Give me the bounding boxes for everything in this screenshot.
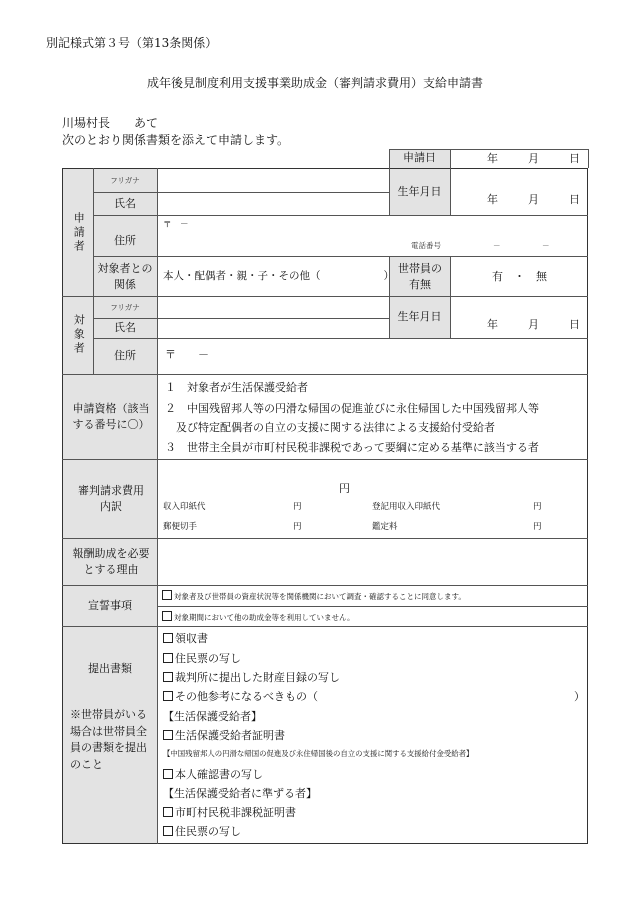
- checkbox-icon: [163, 672, 173, 682]
- subject-name-label: 氏名: [114, 321, 136, 335]
- reason-label: 報酬助成を必要とする理由: [72, 546, 150, 576]
- cost-appraisal-label: 鑑定料: [372, 522, 398, 532]
- pledge-item-text: 対象期間において他の助成金等を利用していません。: [174, 613, 355, 622]
- cost-postage-label: 郵便切手: [163, 522, 198, 532]
- applicant-relation-label: 対象者との関係: [97, 261, 153, 291]
- date-label: 申請日: [403, 151, 436, 165]
- pledge-item[interactable]: [162, 590, 466, 601]
- applicant-birth-label: 生年月日: [397, 184, 442, 198]
- document-item-text: 領収書: [175, 632, 208, 645]
- pledge-item-text: 対象者及び世帯員の資産状況等を関係機関において調査・確認することに同意します。: [174, 592, 466, 601]
- applicant-phone-label: 電話番号: [411, 241, 441, 250]
- qualification-item[interactable]: ２ 中国残留邦人等の円滑な帰国の促進並びに永住帰国した中国残留邦人等: [165, 402, 539, 415]
- checkbox-icon: [162, 590, 172, 600]
- applicant-birth-year-unit: 年: [487, 193, 498, 206]
- document-header-china: 【中国残留邦人の円滑な帰国の促進及び永住帰国後の自立の支援に関する支援給付金受給者】: [163, 749, 474, 758]
- qualification-item: 及び特定配偶者の自立の支援に関する法律による支援給付受給者: [165, 421, 495, 434]
- applicant-household-value[interactable]: 有 ・ 無: [492, 270, 547, 283]
- qualification-label: 申請資格（該当する番号に〇）: [72, 401, 150, 431]
- cost-stamp-unit: 円: [293, 502, 302, 512]
- subject-birth-month-unit: 月: [528, 318, 539, 331]
- applicant-address-label: 住所: [114, 233, 136, 247]
- applicant-phone-dash-2: －: [542, 241, 550, 250]
- cost-registration-label: 登記用収入印紙代: [372, 502, 441, 512]
- subject-section-label: 対象者: [72, 314, 86, 356]
- document-item-welfare-cert[interactable]: [163, 729, 285, 742]
- subject-address-label: 住所: [114, 348, 136, 362]
- intro-text: 次のとおり関係書類を添えて申請します。: [62, 133, 290, 147]
- document-item-text: 住民票の写し: [175, 825, 241, 838]
- date-month-unit: 月: [528, 152, 539, 165]
- applicant-name-label: 氏名: [114, 196, 136, 210]
- checkbox-icon: [163, 691, 173, 701]
- checkbox-icon: [163, 730, 173, 740]
- applicant-relation-options[interactable]: 本人・配偶者・親・子・その他（ ）: [163, 270, 394, 282]
- checkbox-icon: [163, 653, 173, 663]
- qualification-item[interactable]: ３ 世帯主全員が市町村民税非課税であって要綱に定める基準に該当する者: [165, 441, 539, 454]
- checkbox-icon: [163, 826, 173, 836]
- document-item-text: 市町村民税非課税証明書: [175, 806, 296, 819]
- document-item-tax-cert[interactable]: [163, 806, 296, 819]
- date-year-unit: 年: [487, 152, 498, 165]
- applicant-birth-month-unit: 月: [528, 193, 539, 206]
- applicant-phone-dash-1: －: [493, 241, 501, 250]
- cost-label: 審判請求費用内訳: [78, 483, 144, 513]
- applicant-birth-day-unit: 日: [569, 193, 580, 206]
- applicant-household-label: 世帯員の有無: [398, 261, 442, 291]
- applicant-section-label: 申請者: [72, 211, 86, 254]
- document-item-text: 生活保護受給者証明書: [175, 729, 285, 742]
- documents-label: 提出書類: [88, 661, 132, 675]
- checkbox-icon: [162, 611, 172, 621]
- document-item-resident-2[interactable]: [163, 825, 241, 838]
- form-number: 別記様式第３号（第13条関係）: [46, 36, 218, 50]
- addressee: 川場村長 あて: [62, 116, 159, 130]
- subject-birth-label: 生年月日: [397, 309, 442, 323]
- document-item-text: 裁判所に提出した財産目録の写し: [175, 671, 340, 684]
- cost-total-unit: 円: [339, 482, 350, 495]
- applicant-postal-mark: 〒 －: [163, 220, 189, 230]
- document-title: 成年後見制度利用支援事業助成金（審判請求費用）支給申請書: [146, 76, 483, 90]
- date-day-unit: 日: [569, 152, 580, 165]
- checkbox-icon: [163, 769, 173, 779]
- document-item-identity[interactable]: [163, 768, 263, 781]
- document-header-quasi: 【生活保護受給者に準ずる者】: [163, 787, 317, 800]
- pledge-label: 宣誓事項: [88, 598, 132, 612]
- document-item-other[interactable]: [163, 690, 318, 703]
- document-item-receipt[interactable]: [163, 632, 208, 645]
- cost-postage-unit: 円: [293, 522, 302, 532]
- applicant-furigana-label: フリガナ: [110, 176, 140, 186]
- document-header-welfare: 【生活保護受給者】: [163, 710, 262, 723]
- document-item-text: 本人確認書の写し: [175, 768, 263, 781]
- pledge-item[interactable]: [162, 611, 354, 622]
- cost-registration-unit: 円: [533, 502, 542, 512]
- checkbox-icon: [163, 807, 173, 817]
- documents-note: ※世帯員がいる場合は世帯員全員の書類を提出のこと: [70, 708, 147, 771]
- cost-appraisal-unit: 円: [533, 522, 542, 532]
- document-item-resident[interactable]: [163, 652, 241, 665]
- subject-postal-mark: 〒 －: [165, 348, 209, 361]
- subject-birth-year-unit: 年: [487, 318, 498, 331]
- qualification-item[interactable]: １ 対象者が生活保護受給者: [165, 381, 308, 394]
- subject-birth-day-unit: 日: [569, 318, 580, 331]
- subject-furigana-label: フリガナ: [110, 303, 140, 313]
- document-item-property[interactable]: [163, 671, 340, 684]
- document-item-other-close: ）: [574, 690, 585, 703]
- document-item-text: その他参考になるべきもの（: [175, 690, 318, 703]
- checkbox-icon: [163, 633, 173, 643]
- cost-stamp-label: 収入印紙代: [163, 502, 206, 512]
- document-item-text: 住民票の写し: [175, 652, 241, 665]
